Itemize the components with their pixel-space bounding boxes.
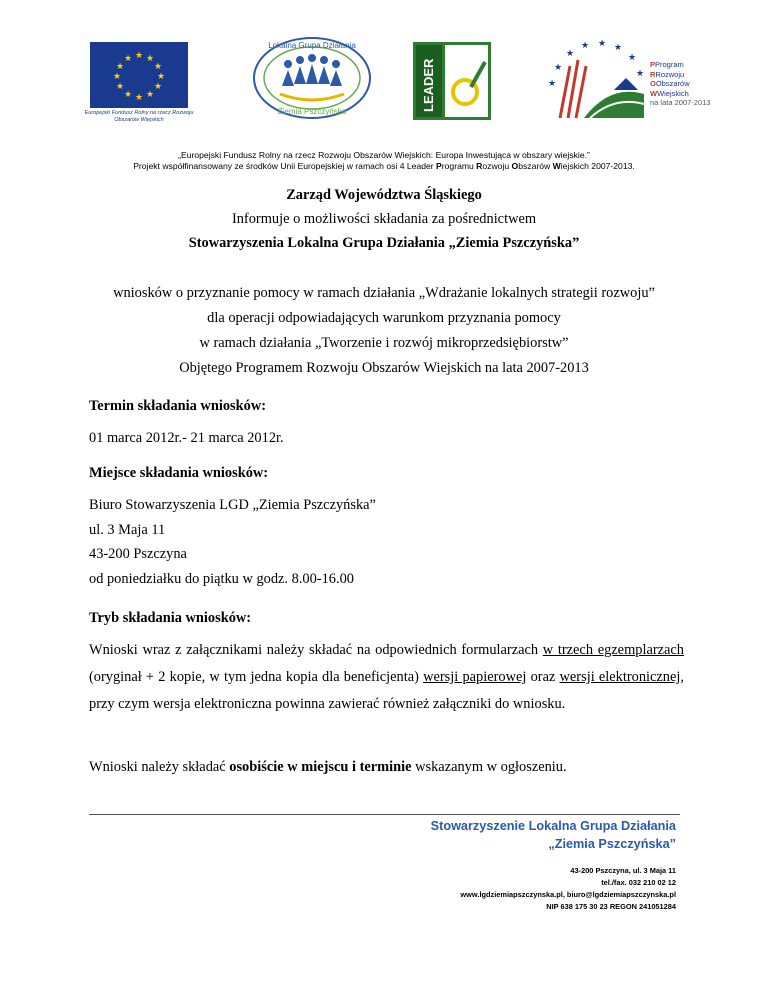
svg-text:★: ★ bbox=[123, 53, 133, 63]
svg-text:★: ★ bbox=[553, 62, 563, 72]
footer-phone: tel./fax. 032 210 02 12 bbox=[601, 878, 676, 887]
svg-text:LEADER: LEADER bbox=[421, 58, 436, 112]
footer-address: 43-200 Pszczyna, ul. 3 Maja 11 bbox=[570, 866, 676, 875]
leader-icon bbox=[413, 42, 491, 120]
svg-text:★: ★ bbox=[627, 52, 637, 62]
place-line: ul. 3 Maja 11 bbox=[89, 522, 166, 538]
place-line: Biuro Stowarzyszenia LGD „Ziemia Pszczyńska” bbox=[89, 497, 376, 513]
svg-text:★: ★ bbox=[547, 78, 557, 88]
announcement-line-7: Objętego Programem Rozwoju Obszarów Wiejskich na lata 2007-2013 bbox=[179, 360, 589, 376]
svg-text:Ziemia Pszczyńska: Ziemia Pszczyńska bbox=[277, 107, 347, 116]
svg-text:★: ★ bbox=[115, 61, 125, 71]
term-value: 01 marca 2012r.- 21 marca 2012r. bbox=[89, 430, 284, 446]
logo-bar bbox=[0, 30, 768, 130]
footer-ids: NIP 638 175 30 23 REGON 241051284 bbox=[546, 902, 676, 911]
prow-years: na lata 2007-2013 bbox=[650, 98, 711, 108]
place-line: 43-200 Pszczyna bbox=[89, 546, 187, 562]
prow-line-3: OObszarów bbox=[650, 79, 690, 89]
svg-text:★: ★ bbox=[580, 40, 590, 50]
svg-text:★: ★ bbox=[115, 81, 125, 91]
footer-web: www.lgdziemiapszczynska.pl, biuro@lgdziemiapszczynska.pl bbox=[460, 890, 676, 899]
announcement-line-6: w ramach działania „Tworzenie i rozwój mikroprzedsiębiorstw” bbox=[199, 335, 569, 351]
place-heading: Miejsce składania wniosków: bbox=[89, 465, 269, 481]
svg-text:★: ★ bbox=[153, 81, 163, 91]
svg-text:★: ★ bbox=[112, 71, 122, 81]
prow-caption bbox=[650, 60, 710, 108]
footer-org-line-2: „Ziemia Pszczyńska” bbox=[548, 837, 676, 851]
place-line: od poniedziałku do piątku w godz. 8.00-16.00 bbox=[89, 571, 354, 587]
svg-text:★: ★ bbox=[156, 71, 166, 81]
mode-paragraph: Wnioski wraz z załącznikami należy składać na odpowiednich formularzach w trzech egzemplarzach (oryginał + 2 kopie, w tym jedna kopia dla beneficjenta) wersji papierowej oraz wersji elektronicznej, przy czym wersja elektroniczna powinna zawierać również załączniki do wniosku. bbox=[89, 642, 684, 712]
term-heading: Termin składania wniosków: bbox=[89, 398, 267, 414]
prow-line-1: PProgram bbox=[650, 60, 684, 69]
mode-heading: Tryb składania wniosków: bbox=[89, 610, 252, 626]
lgd-people-icon bbox=[250, 34, 374, 122]
svg-text:★: ★ bbox=[635, 68, 645, 78]
svg-text:Lokalna Grupa Działania: Lokalna Grupa Działania bbox=[268, 41, 356, 50]
svg-text:★: ★ bbox=[153, 61, 163, 71]
prow-line-4: WWiejskich bbox=[650, 88, 689, 98]
prow-icon bbox=[540, 36, 650, 126]
eu-flag-icon bbox=[90, 42, 188, 108]
svg-text:★: ★ bbox=[145, 89, 155, 99]
svg-text:★: ★ bbox=[565, 48, 575, 58]
funding-line-2: Projekt współfinansowany ze środków Unii Europejskiej w ramach osi 4 Leader Programu Rozwoju Obszarów Wiejskich 2007-2013. bbox=[133, 161, 635, 171]
svg-text:★: ★ bbox=[134, 50, 144, 60]
announcement-line-5: dla operacji odpowiadających warunkom przyznania pomocy bbox=[207, 310, 561, 326]
svg-text:★: ★ bbox=[613, 42, 623, 52]
svg-text:★: ★ bbox=[597, 38, 607, 48]
footer-org-line-1: Stowarzyszenie Lokalna Grupa Działania bbox=[430, 819, 676, 833]
svg-text:★: ★ bbox=[123, 89, 133, 99]
announcement-line-3: Stowarzyszenia Lokalna Grupa Działania „Ziemia Pszczyńska” bbox=[188, 235, 580, 251]
announcement-line-2: Informuje o możliwości składania za pośrednictwem bbox=[231, 211, 537, 227]
mode-note: Wnioski należy składać osobiście w miejscu i terminie wskazanym w ogłoszeniu. bbox=[89, 759, 567, 775]
svg-text:★: ★ bbox=[145, 53, 155, 63]
prow-line-2: RRozwoju bbox=[650, 69, 685, 79]
svg-text:★: ★ bbox=[134, 92, 144, 102]
footer-divider bbox=[89, 814, 680, 815]
announcement-title: Zarząd Województwa Śląskiego bbox=[286, 187, 482, 203]
eu-fund-caption: Europejski Fundusz Rolny na rzecz Rozwoju Obszarów Wiejskich bbox=[84, 110, 194, 123]
announcement-line-4: wniosków o przyznanie pomocy w ramach działania „Wdrażanie lokalnych strategii rozwoju” bbox=[113, 285, 655, 301]
funding-line-1: „Europejski Fundusz Rolny na rzecz Rozwoju Obszarów Wiejskich: Europa Inwestująca w obszary wiejskie.” bbox=[178, 150, 590, 160]
